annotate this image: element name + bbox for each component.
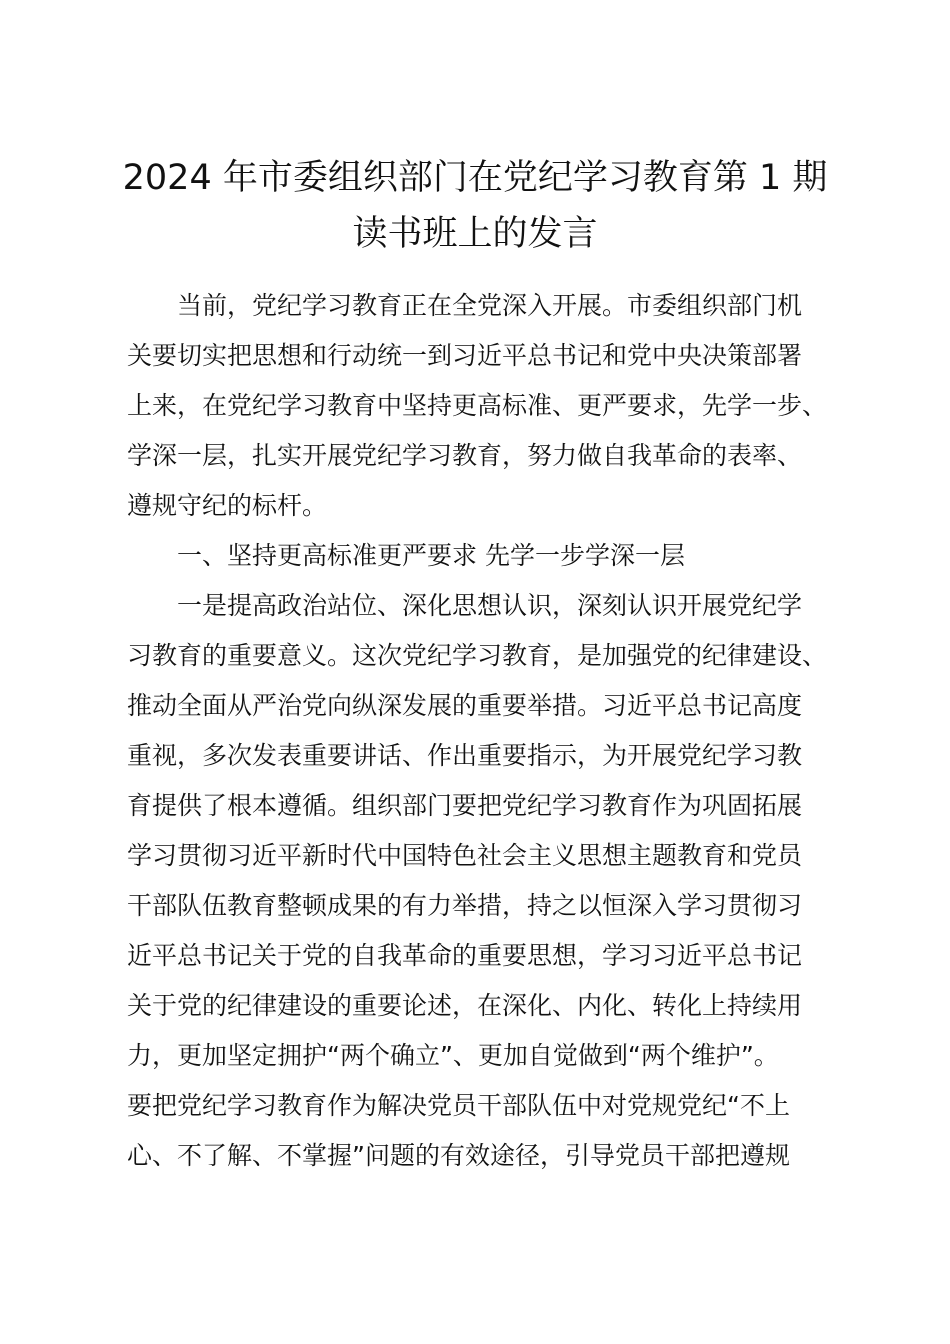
paragraph-line: 关要切实把思想和行动统一到习近平总书记和党中央决策部署 (127, 341, 803, 370)
paragraph-line: 习教育的重要意义。这次党纪学习教育，是加强党的纪律建设、 (127, 641, 828, 670)
paragraph-line: 力，更加坚定拥护“两个确立”、更加自觉做到“两个维护”。 (127, 1041, 779, 1070)
paragraph-line: 当前，党纪学习教育正在全党深入开展。市委组织部门机 (177, 291, 803, 320)
paragraph-line: 学深一层，扎实开展党纪学习教育，努力做自我革命的表率、 (127, 441, 803, 470)
paragraph-line: 上来，在党纪学习教育中坚持更高标准、更严要求，先学一步、 (127, 391, 828, 420)
paragraph-line: 学习贯彻习近平新时代中国特色社会主义思想主题教育和党员 (127, 841, 803, 870)
paragraph-line: 一是提高政治站位、深化思想认识，深刻认识开展党纪学 (177, 591, 803, 620)
paragraph-line: 干部队伍教育整顿成果的有力举措，持之以恒深入学习贯彻习 (127, 891, 803, 920)
paragraph-line: 育提供了根本遵循。组织部门要把党纪学习教育作为巩固拓展 (127, 791, 803, 820)
paragraph-line: 重视，多次发表重要讲话、作出重要指示，为开展党纪学习教 (127, 741, 803, 770)
paragraph-line: 近平总书记关于党的自我革命的重要思想，学习习近平总书记 (127, 941, 803, 970)
paragraph-line: 推动全面从严治党向纵深发展的重要举措。习近平总书记高度 (127, 691, 803, 720)
document-title-line-2: 读书班上的发言 (352, 214, 598, 254)
paragraph-line: 心、不了解、不掌握”问题的有效途径，引导党员干部把遵规 (127, 1141, 790, 1170)
document-title-line-1: 2024 年市委组织部门在党纪学习教育第 1 期 (122, 158, 828, 198)
paragraph-line: 遵规守纪的标杆。 (127, 491, 328, 520)
paragraph-line: 要把党纪学习教育作为解决党员干部队伍中对党规党纪“不上 (127, 1091, 790, 1120)
paragraph-line: 关于党的纪律建设的重要论述，在深化、内化、转化上持续用 (127, 991, 803, 1020)
section-heading: 一、坚持更高标准更严要求 先学一步学深一层 (177, 541, 685, 570)
